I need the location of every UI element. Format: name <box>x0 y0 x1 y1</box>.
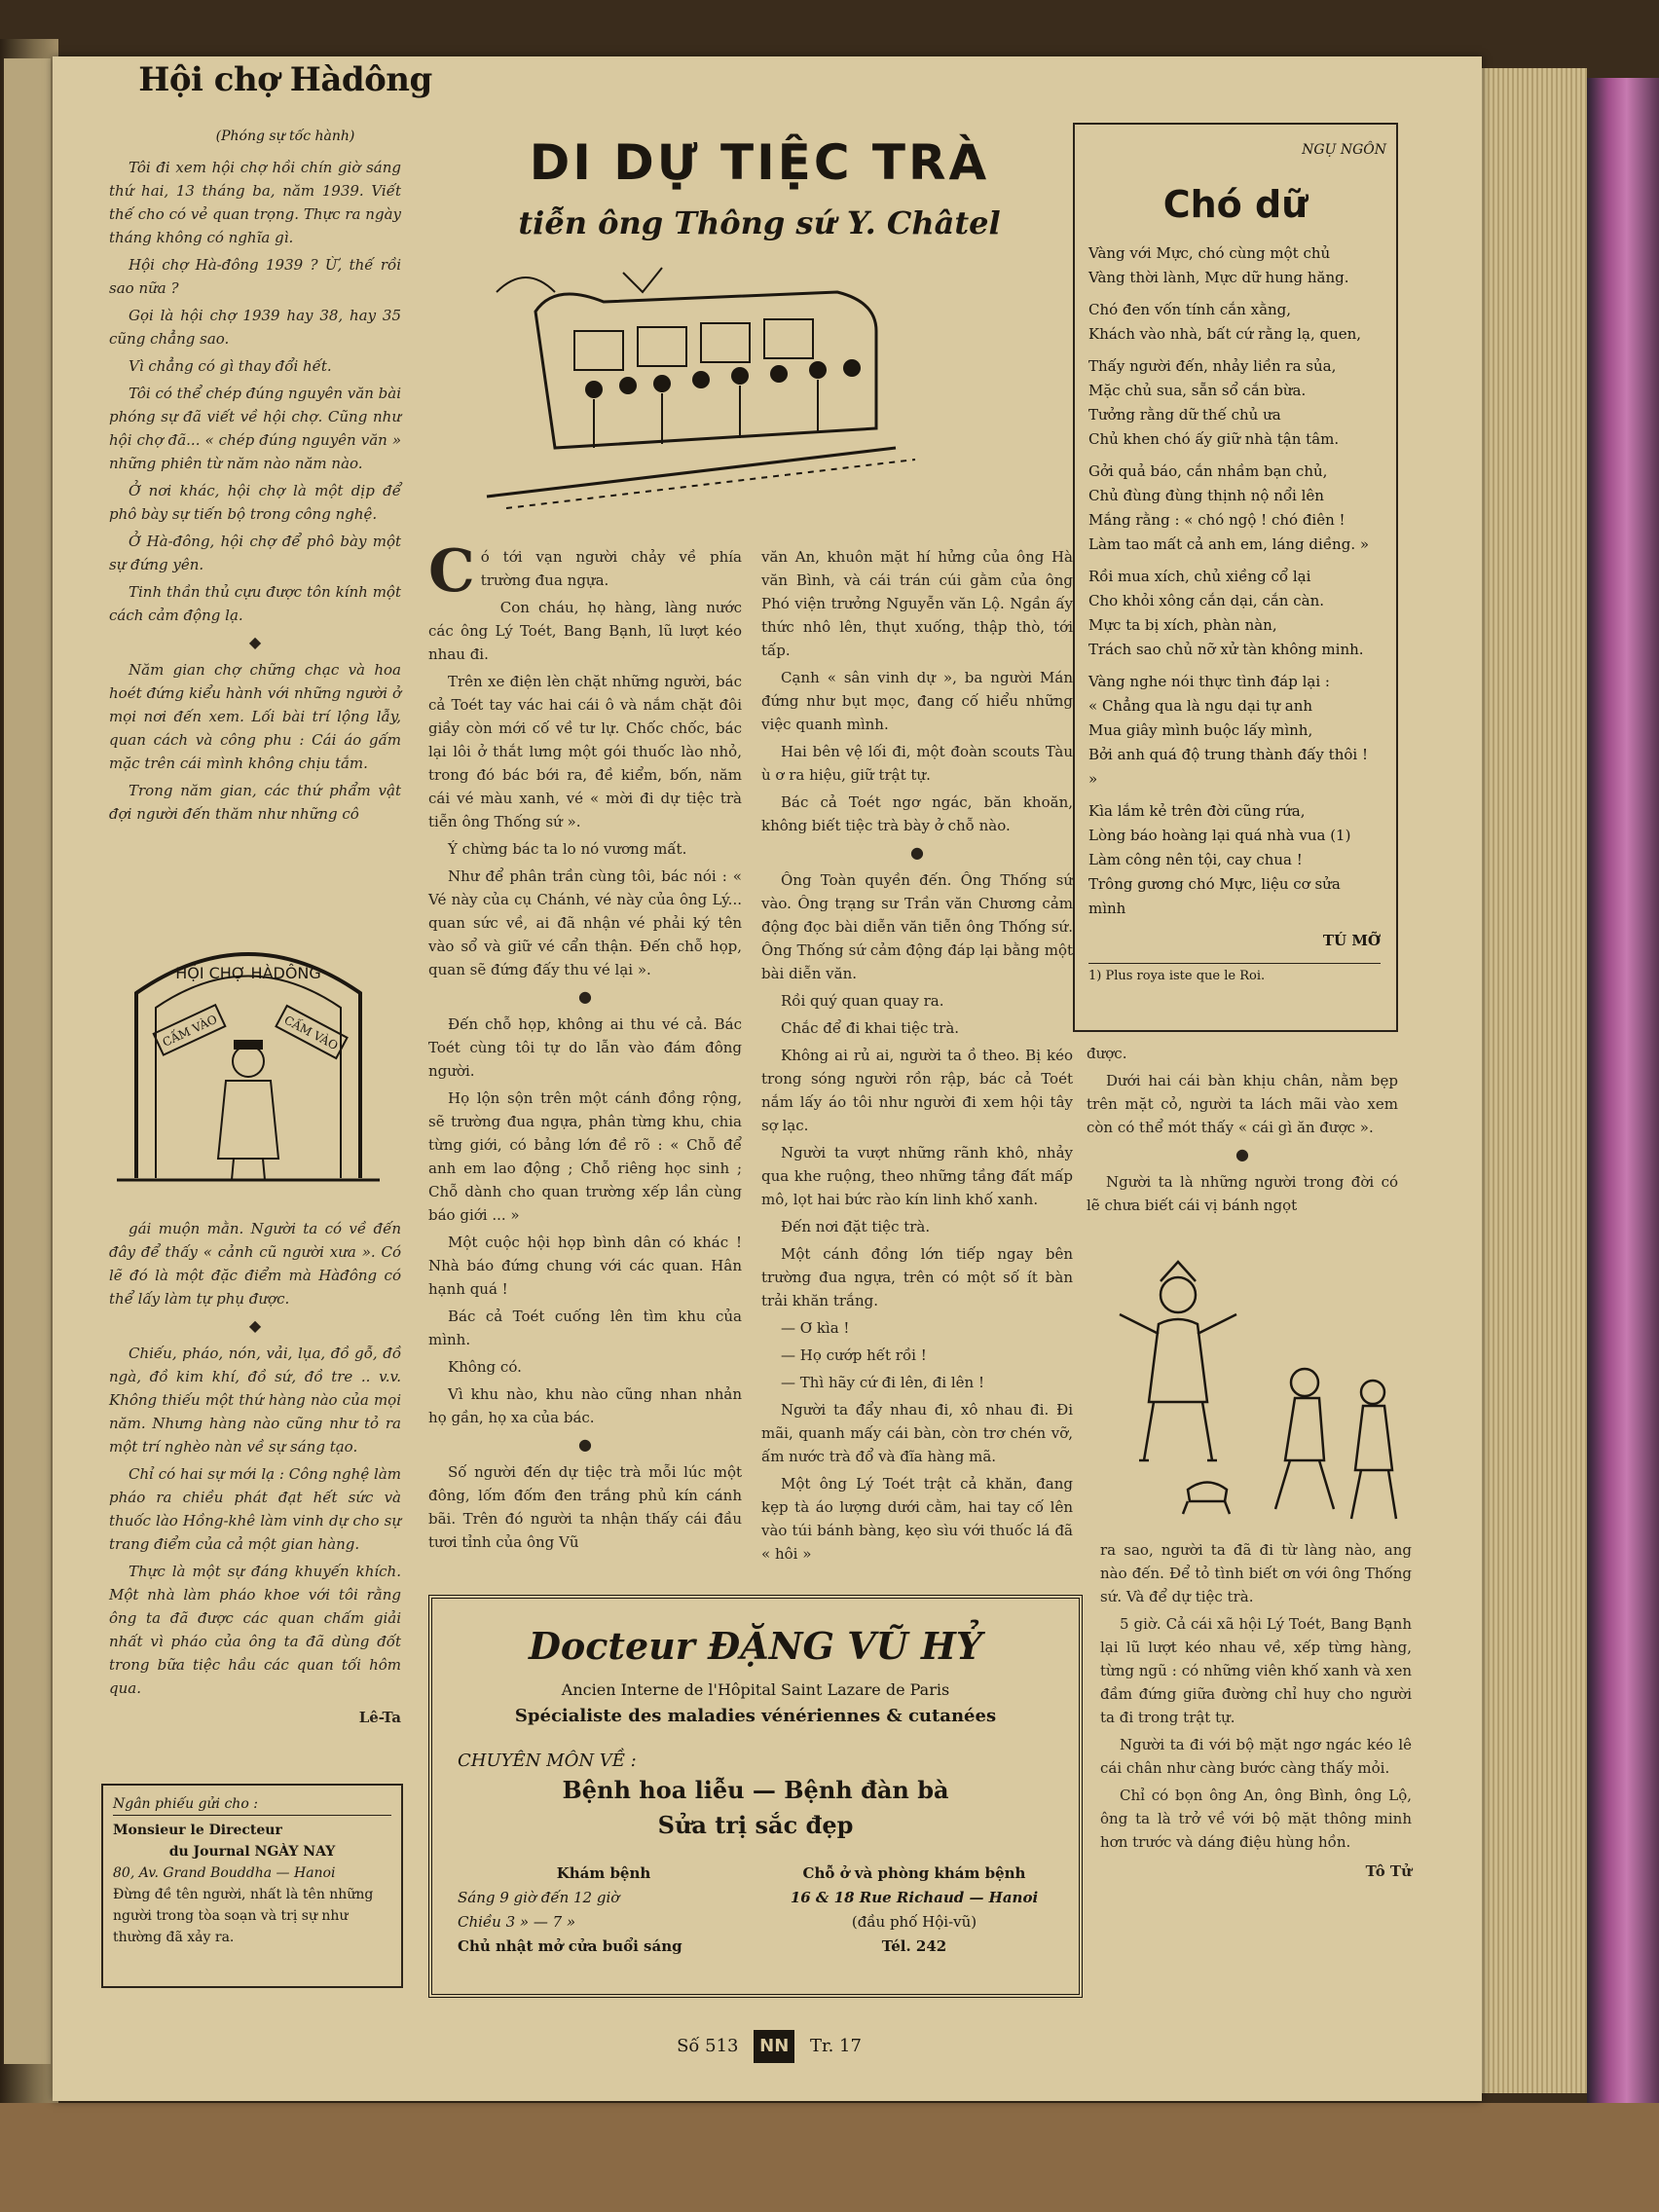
ad-address <box>763 1862 1065 1959</box>
mailbox-line2: du Journal NGÀY NAY <box>168 1844 336 1860</box>
paragraph: Chắc để đi khai tiệc trà. <box>781 1019 960 1037</box>
paragraph: Người ta là những người trong đời có lẽ chưa biết cái vị bánh ngọt <box>1087 1173 1398 1214</box>
mailbox-note: Đừng đề tên người, nhất là tên những người trong tòa soạn và trị sự như thường đã xảy ra. <box>113 1887 374 1945</box>
ad-addr-title: Chỗ ở và phòng khám bệnh <box>802 1864 1026 1882</box>
dot-separator: ● <box>578 1435 592 1454</box>
paragraph: ó tới vạn người chảy về phía trường đua ngựa. <box>480 548 742 589</box>
poem-line: Bởi anh quá độ trung thành đấy thôi ! » <box>1088 746 1368 788</box>
poem-line: Làm công nên tội, cay chua ! <box>1088 851 1303 868</box>
ad-title: Docteur ĐẶNG VŨ HỶ <box>528 1624 983 1668</box>
didu-col2 <box>761 545 1073 1569</box>
paragraph: ra sao, người ta đã đi từ làng nào, ang nào đến. Để tỏ tình biết ơn với ông Thống sứ. Và để dự tiệc trà. <box>1100 1541 1412 1605</box>
paragraph: Năm gian chợ chững chạc và hoa hoét đứng kiểu hành với những người ở mọi nơi đến xem. Lối bài trí lộng lẫy, quan cách và công phu : Cái áo gấm mặc trên cái mình không chịu tắm. <box>109 661 401 772</box>
didu-col3 <box>1087 1042 1398 1221</box>
dot-separator: ● <box>910 843 924 862</box>
poem-line: Lòng báo hoàng lại quá nhà vua (1) <box>1088 827 1351 844</box>
paragraph: Một cánh đồng lớn tiếp ngay bên trường đua ngựa, trên có một số ít bàn trải khăn trắng. <box>761 1245 1073 1309</box>
poem-line: Mua giây mình buộc lấy mình, <box>1088 721 1313 739</box>
paragraph: Đến chỗ họp, không ai thu vé cả. Bác Toét cùng tôi tự do lẫn vào đám đông người. <box>428 1015 742 1080</box>
poem-line: Vàng nghe nói thực tình đáp lại : <box>1088 673 1330 690</box>
fable-title: Chó dữ <box>1162 183 1309 226</box>
poem-line: Mực ta bị xích, phàn nàn, <box>1088 616 1277 634</box>
paragraph: Hai bên vệ lối đi, một đoàn scouts Tàu ù ơ ra hiệu, giữ trật tự. <box>761 743 1073 784</box>
ad-hours <box>458 1862 750 1959</box>
poem-line: Trách sao chủ nỡ xử tàn không minh. <box>1088 641 1364 658</box>
didu-author: Tô Tử <box>1365 1862 1412 1880</box>
hoicho-author: Lê-Ta <box>358 1709 401 1726</box>
poem-line: Trông gương chó Mực, liệu cơ sửa mình <box>1088 875 1341 917</box>
mailbox-notice <box>101 1784 403 1988</box>
didu-title: DI DỰ TIỆC TRÀ <box>529 134 990 191</box>
poem-line: Chó đen vốn tính cắn xằng, <box>1088 301 1292 318</box>
paragraph: Trên xe điện lèn chặt những người, bác cả Toét tay vác hai cái ô và nắm chặt đôi giầy còn mới cố về tư lự. Chốc chốc, bác lại lôi ở thắt lưng một gói thuốc lào nhỏ, trong đó bác bới ra, đề kiểm, bốn, năm cái vé màu xanh, vé « mời đi dự tiệc trà tiễn ông Thống sứ ». <box>428 673 742 830</box>
poem-line: Kìa lắm kẻ trên đời cũng rứa, <box>1088 802 1306 820</box>
poem-line: Chủ khen chó ấy giữ nhà tận tâm. <box>1088 430 1340 448</box>
paragraph: Người ta đẩy nhau đi, xô nhau đi. Đi mãi, quanh mấy cái bàn, còn trơ chén vỡ, ấm nước trà đổ và đĩa hàng mã. <box>761 1401 1073 1465</box>
dot-separator: ● <box>578 987 592 1006</box>
paragraph: Không ai rủ ai, người ta ồ theo. Bị kéo trong sóng người rồn rập, bác cả Toét nắm lấy áo tôi như người đi xem hội tây sợ lạc. <box>761 1047 1073 1134</box>
paragraph: Người ta vượt những rãnh khô, nhảy qua khe ruộng, theo những tầng đất mấp mô, lọt hai bức rào kín linh khố xanh. <box>761 1144 1073 1208</box>
paragraph: Đến nơi đặt tiệc trà. <box>781 1218 931 1235</box>
paragraph: Chiếu, pháo, nón, vải, lụa, đồ gỗ, đồ ngà, đồ kim khí, đồ sứ, đồ tre .. v.v. Không thiếu một thứ hàng nào của mọi năm. Nhưng hàng nào cũng như tỏ ra một trí nghèo nàn về sự sáng tạo. <box>109 1345 401 1456</box>
poem-line: Mặc chủ sua, sẵn sổ cắn bừa. <box>1088 382 1307 399</box>
ad-hours1: Sáng 9 giờ đến 12 giờ <box>458 1889 620 1906</box>
paragraph: Như để phân trần cùng tôi, bác nói : « Vé này của cụ Chánh, vé này của ông Lý... quan sức về, ai đã nhận vé phải ký tên vào sổ và giữ vé cẩn thận. Đến chỗ họp, quan sẽ đứng đấy thu vé lại ». <box>428 867 742 978</box>
paragraph: Vì chẳng có gì thay đổi hết. <box>129 357 332 375</box>
hoicho-sketch <box>117 925 380 1198</box>
poem-line: Làm tao mất cả anh em, láng diềng. » <box>1088 535 1370 553</box>
poem-line: Chủ đùng đùng thịnh nộ nổi lên <box>1088 487 1324 504</box>
paragraph: Không có. <box>448 1358 522 1376</box>
paragraph: Người ta đi với bộ mặt ngơ ngác kéo lê cái chân như càng bước càng thấy mỏi. <box>1100 1736 1412 1777</box>
paragraph: Tinh thần thủ cựu được tôn kính một cách cảm động lạ. <box>109 583 401 624</box>
poem-line: Khách vào nhà, bất cứ rằng lạ, quen, <box>1088 325 1362 343</box>
paragraph: Dưới hai cái bàn khịu chân, nằm bẹp trên mặt cỏ, người ta lách mãi vào xem còn có thể mót thấy « cái gì ăn được ». <box>1087 1072 1398 1136</box>
paragraph: Ông Toàn quyền đến. Ông Thống sứ vào. Ông trạng sư Trần văn Chương cảm động đọc bài diễn văn tiễn ông Thống sứ. Ông Thống sứ cảm động đáp lại bằng một bài diễn văn. <box>761 871 1073 982</box>
paragraph: Ở nơi khác, hội chợ là một dịp để phô bày sự tiến bộ trong công nghệ. <box>109 482 401 523</box>
villagers-sketch <box>1100 1246 1421 1538</box>
fable-footnote: 1) Plus roya iste que le Roi. <box>1088 963 1381 988</box>
poem-line: Rồi mua xích, chủ xiềng cổ lại <box>1088 568 1311 585</box>
doctor-advertisement <box>428 1595 1083 1998</box>
paragraph: Bác cả Toét cuống lên tìm khu của mình. <box>428 1308 742 1348</box>
ngay-nay-logo-icon: NN <box>754 2030 794 2063</box>
issue-number: Số 513 <box>677 2036 739 2056</box>
didu-col3-bottom <box>1100 1538 1412 1883</box>
hoicho-subtitle: (Phóng sự tốc hành) <box>215 129 355 144</box>
paragraph: được. <box>1087 1045 1127 1062</box>
fable-box <box>1073 123 1398 1032</box>
ad-line3: CHUYÊN MÔN VỀ : <box>458 1751 637 1771</box>
paragraph: Cạnh « sân vinh dự », ba người Mán đứng như bụt mọc, đang cố hiểu những việc quanh mình. <box>761 669 1073 733</box>
paragraph: 5 giờ. Cả cái xã hội Lý Toét, Bang Bạnh lại lũ lượt kéo nhau về, xếp từng hàng, từng ngũ : có những viên khố xanh và xen đầm đứng giữa đường chỉ huy cho người ta đi trong trật tự. <box>1100 1615 1412 1726</box>
sketch-left-sign: CẤM VÀO <box>160 1012 220 1050</box>
hoicho-text-bottom <box>109 1217 401 1729</box>
paragraph: Thực là một sự đáng khuyến khích. Một nhà làm pháo khoe với tôi rằng ông ta đã được các quan chấm giải nhất vì pháo của ông ta đã dùng đốt trong bữa tiệc hầu các quan tối hôm qua. <box>109 1563 401 1697</box>
paragraph: Họ lộn sộn trên một cánh đồng rộng, sẽ trường đua ngựa, phân từng khu, chia từng giới, có bảng lớn đề rõ : « Chỗ để anh em lao động ; Chỗ riêng học sinh ; Chỗ dành cho quan trường xếp lần cùng báo giới ... » <box>428 1089 742 1224</box>
book-cover <box>1587 78 1659 2103</box>
poem-line: Vàng với Mực, chó cùng một chủ <box>1088 244 1331 262</box>
mailbox-line1: Monsieur le Directeur <box>113 1823 282 1838</box>
poem-line: Tưởng rằng dữ thế chủ ưa <box>1088 406 1281 424</box>
paragraph: Hội chợ Hà-đông 1939 ? Ừ, thế rồi sao nữa ? <box>109 256 401 297</box>
fable-author: TÚ MỠ <box>1322 932 1381 949</box>
poem-line: Thấy người đến, nhảy liền ra sủa, <box>1088 357 1337 375</box>
ad-line5: Sửa trị sắc đẹp <box>657 1811 854 1839</box>
page-number: Tr. 17 <box>809 2036 862 2056</box>
ad-line1: Ancien Interne de l'Hôpital Saint Lazare de Paris <box>561 1680 950 1699</box>
drop-cap: C <box>428 537 475 606</box>
poem-line: Gởi quả báo, cắn nhầm bạn chủ, <box>1088 462 1328 480</box>
paragraph: Một ông Lý Toét trật cả khăn, đang kẹp tà áo lượng dưới cằm, hai tay cố lên vào túi bánh bàng, kẹo sìu với thuốc lá đã « hôi » <box>761 1475 1073 1563</box>
hoicho-title: Hội chợ Hàdông <box>138 60 432 99</box>
poem-line: Vàng thời lành, Mực dữ hung hăng. <box>1088 269 1349 286</box>
paragraph: — Họ cướp hết rồi ! <box>781 1346 927 1364</box>
mailbox-title: Ngân phiếu gửi cho : <box>113 1793 391 1816</box>
sketch-sign-text: HỘI CHỢ HÀDÔNG <box>175 964 321 982</box>
hoicho-text-top <box>109 156 401 830</box>
paragraph: Con cháu, họ hàng, làng nước các ông Lý Toét, Bang Bạnh, lũ lượt kéo nhau đi. <box>428 599 742 663</box>
paragraph: Gọi là hội chợ 1939 hay 38, hay 35 cũng chẳng sao. <box>109 307 401 348</box>
didu-col1 <box>428 537 742 1558</box>
page-footer <box>623 2030 915 2063</box>
page-edges <box>1480 68 1587 2093</box>
ad-line2: Spécialiste des maladies vénériennes & cutanées <box>514 1706 997 1726</box>
ad-addr2: (đầu phố Hội-vũ) <box>851 1913 977 1931</box>
tram-crowd-sketch <box>467 253 925 516</box>
ad-hours2: Chiều 3 » — 7 » <box>458 1913 576 1931</box>
paragraph: — Thì hãy cứ đi lên, đi lên ! <box>781 1374 985 1391</box>
poem-line: Cho khỏi xông cắn dại, cắn càn. <box>1088 592 1324 609</box>
paragraph: Tôi đi xem hội chợ hồi chín giờ sáng thứ hai, 13 tháng ba, năm 1939. Viết thế cho có vẻ quan trọng. Thực ra ngày tháng không có nghĩa gì. <box>109 159 401 246</box>
dot-separator: ● <box>1235 1145 1249 1163</box>
facing-page-edge <box>4 58 51 2064</box>
ad-hours3: Chủ nhật mở cửa buổi sáng <box>458 1937 682 1955</box>
paragraph: Số người đến dự tiệc trà mỗi lúc một đông, lốm đốm đen trắng phủ kín cánh bãi. Trên đó người ta nhận thấy cái đầu tươi tỉnh của ông Vũ <box>428 1463 742 1551</box>
paragraph: Ý chừng bác ta lo nó vương mất. <box>448 840 687 858</box>
paragraph: Vì khu nào, khu nào cũng nhan nhản họ gần, họ xa của bác. <box>428 1385 742 1426</box>
sketch-right-sign: CẤM VÀO <box>281 1013 341 1053</box>
ad-tel: Tél. 242 <box>881 1937 947 1955</box>
poem-line: Mắng rằng : « chó ngộ ! chó điên ! <box>1088 511 1346 529</box>
ad-addr1: 16 & 18 Rue Richaud — Hanoi <box>790 1889 1039 1906</box>
didu-subtitle: tiễn ông Thông sứ Y. Châtel <box>518 204 1001 241</box>
paragraph: Ở Hà-đông, hội chợ để phô bày một sự đứng yên. <box>109 533 401 573</box>
paragraph: Chỉ có bọn ông An, ông Bình, ông Lộ, ông ta là trở về với bộ mặt thông minh hơn trước và dáng điệu hùng hồn. <box>1100 1787 1412 1851</box>
poem-line: « Chẳng qua là ngu dại tự anh <box>1088 697 1313 715</box>
paragraph: Chỉ có hai sự mới lạ : Công nghệ làm pháo ra chiều phát đạt hết sức và thuốc lào Hồng-khê làm vinh dự cho sự trang điểm của cả một gian hàng. <box>109 1465 401 1553</box>
ad-line4: Bệnh hoa liễu — Bệnh đàn bà <box>562 1776 949 1804</box>
paragraph: văn An, khuôn mặt hí hửng của ông Hà văn Bình, và cái trán cúi gằm của ông Phó viện trưởng Nguyễn văn Lộ. Ngần ấy thức nhô lên, thụt xuống, thập thò, tới tấp. <box>761 548 1073 659</box>
fable-poem <box>1088 241 1381 988</box>
mailbox-line3: 80, Av. Grand Bouddha — Hanoi <box>113 1865 336 1881</box>
paragraph: gái muộn mằn. Người ta có về đến đây để thấy « cảnh cũ người xưa ». Có lẽ đó là một đặc điểm mà Hàđông có thể lấy làm tự phụ được. <box>109 1220 401 1308</box>
paragraph: Tôi có thể chép đúng nguyên văn bài phóng sự đã viết về hội chợ. Cũng như hội chợ đã... « chép đúng nguyên văn » những phiên từ năm nào năm nào. <box>109 385 401 472</box>
desk <box>0 2103 1659 2212</box>
paragraph: Bác cả Toét ngơ ngác, băn khoăn, không biết tiệc trà bày ở chỗ nào. <box>761 793 1073 834</box>
paragraph: Rồi quý quan quay ra. <box>781 992 944 1010</box>
diamond-separator: ◆ <box>248 633 262 651</box>
paragraph: Trong năm gian, các thứ phẩm vật đợi người đến thăm như những cô <box>109 782 401 823</box>
ad-hours-title: Khám bệnh <box>556 1864 651 1882</box>
paragraph: — Ơ kìa ! <box>781 1319 850 1337</box>
paragraph: Một cuộc hội họp bình dân có khác ! Nhà báo đứng chung với các quan. Hân hạnh quá ! <box>428 1234 742 1298</box>
diamond-separator: ◆ <box>248 1316 262 1335</box>
fable-tag: NGỤ NGÔN <box>1302 142 1386 158</box>
